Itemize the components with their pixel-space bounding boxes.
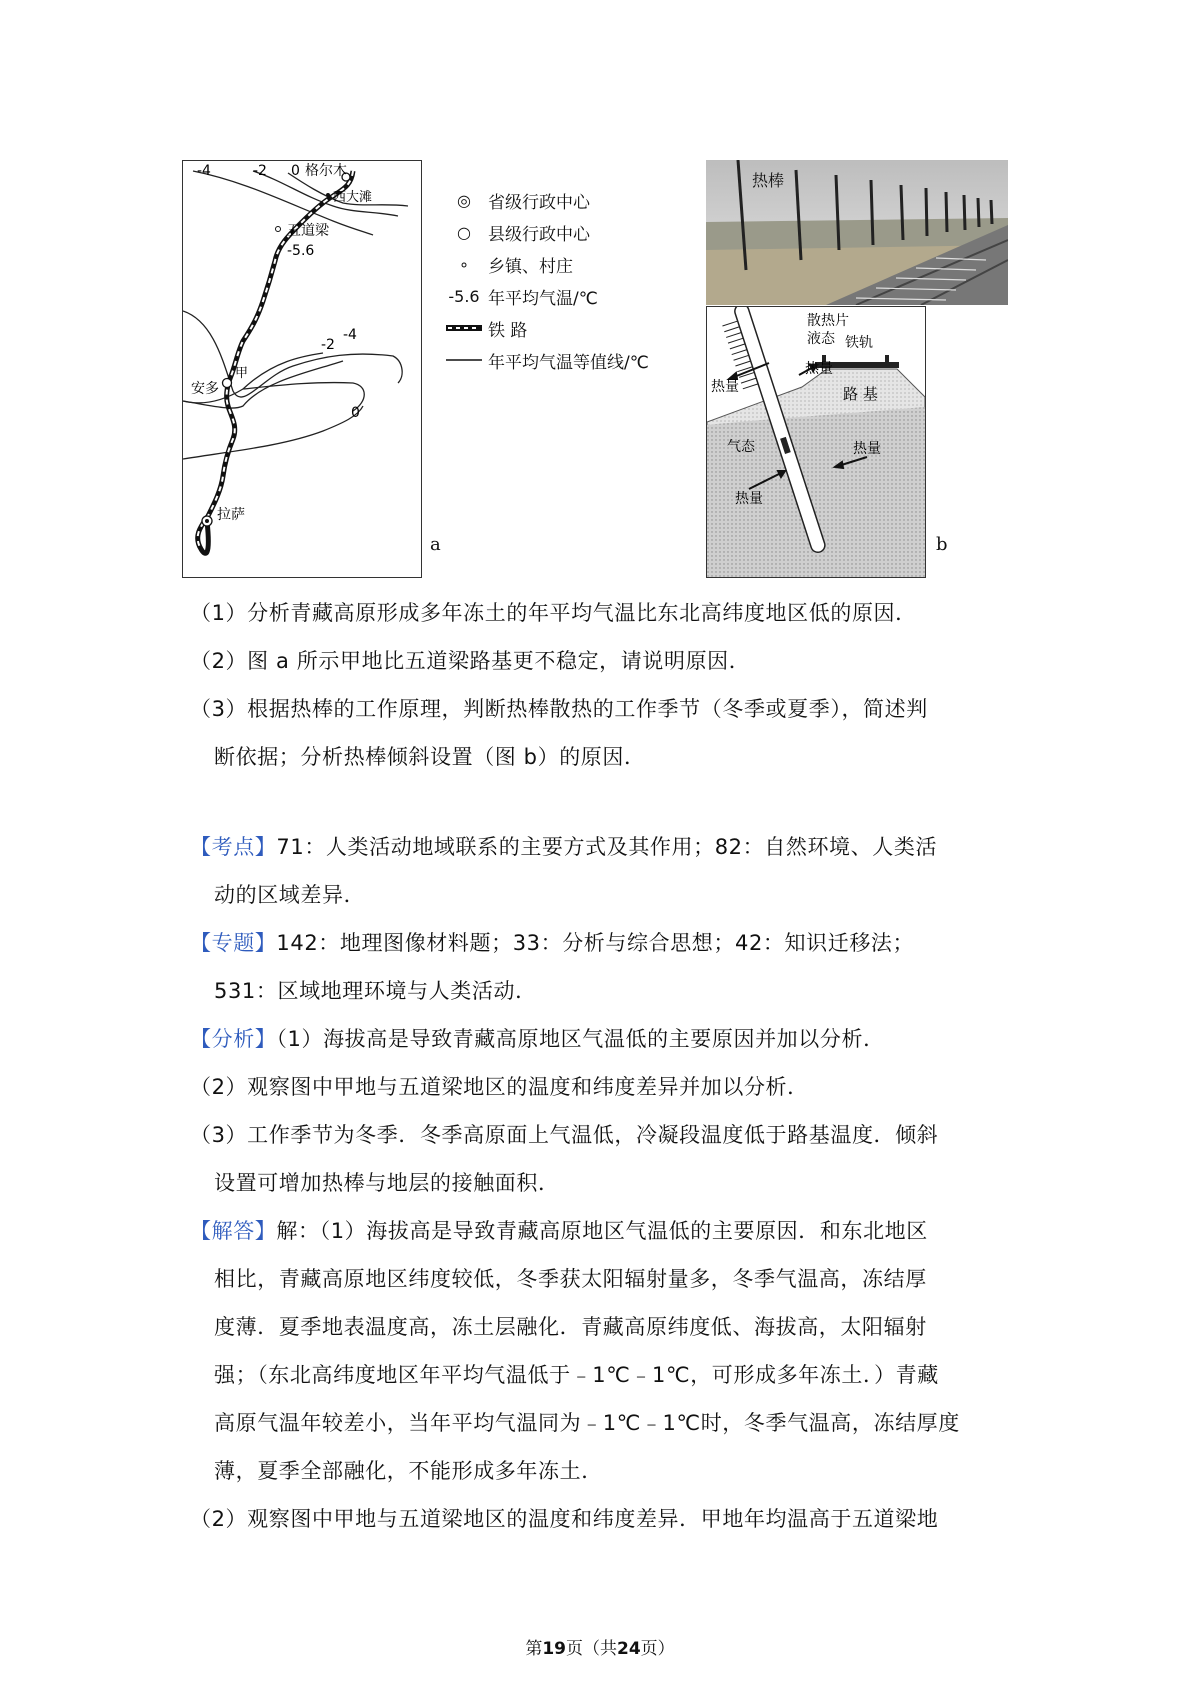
heat-rod-photo bbox=[706, 160, 1008, 305]
page-number: 19 bbox=[542, 1639, 566, 1659]
kaodian-text: 71：人类活动地域联系的主要方式及其作用；82：自然环境、人类活 bbox=[276, 835, 938, 859]
zhuanti-line1 bbox=[190, 928, 914, 958]
jia-marker bbox=[223, 379, 232, 388]
iso-label-0-top: 0 bbox=[291, 163, 300, 179]
liquid-label: 液态 bbox=[807, 331, 835, 347]
temperature-sample: -5.6 bbox=[448, 286, 480, 306]
railway-icon bbox=[440, 323, 488, 333]
legend-row-town bbox=[440, 252, 573, 276]
jieda-text: 解：（1）海拔高是导致青藏高原地区气温低的主要原因．和东北地区 bbox=[276, 1219, 928, 1243]
legend-row-isotherm bbox=[440, 348, 649, 372]
heat-rod-label: 热棒 bbox=[752, 171, 785, 190]
figure-b-tag: b bbox=[936, 534, 948, 555]
province-center-icon: ◎ bbox=[457, 190, 471, 210]
iso-label-m4-top: -4 bbox=[197, 163, 211, 179]
heat-right-label: 热量 bbox=[853, 441, 881, 457]
anduo-label: 安多 bbox=[191, 381, 219, 397]
fenxi-tag: 【分析】 bbox=[190, 1027, 277, 1051]
town-icon: ∘ bbox=[458, 254, 469, 274]
iso-label-m4-mid: -4 bbox=[343, 327, 357, 343]
legend-label: 省级行政中心 bbox=[488, 192, 590, 213]
question-3-line1: （3）根据热棒的工作原理，判断热棒散热的工作季节（冬季或夏季），简述判 bbox=[190, 697, 928, 721]
footer-prefix: 第 bbox=[525, 1639, 543, 1659]
jieda-tag: 【解答】 bbox=[190, 1219, 277, 1243]
xidatan-label: 西大滩 bbox=[333, 190, 373, 205]
iso-label-m2-mid: -2 bbox=[321, 337, 335, 353]
jieda-line3: 度薄．夏季地表温度高，冻土层融化．青藏高原纬度低、海拔高，太阳辐射 bbox=[214, 1315, 927, 1339]
iso-label-m2-top: -2 bbox=[253, 163, 267, 179]
iso-label-0-low: 0 bbox=[351, 405, 360, 421]
kaodian-line1 bbox=[190, 832, 937, 862]
zhuanti-tag: 【专题】 bbox=[190, 931, 277, 955]
rail-label: 铁轨 bbox=[845, 335, 873, 351]
fenxi-line1 bbox=[190, 1024, 885, 1054]
legend-label: 县级行政中心 bbox=[488, 224, 590, 245]
map-figure-a bbox=[182, 160, 422, 578]
legend-label: 年平均气温/℃ bbox=[488, 288, 598, 309]
jieda-line6: 薄，夏季全部融化，不能形成多年冻土． bbox=[214, 1459, 603, 1483]
page-footer bbox=[0, 1634, 1200, 1659]
isotherm-bottom-0 bbox=[183, 406, 363, 459]
question-2: （2）图 a 所示甲地比五道梁路基更不稳定，请说明原因． bbox=[190, 649, 751, 673]
roadbed-label: 路 基 bbox=[843, 385, 878, 403]
question-1: （1）分析青藏高原形成多年冻土的年平均气温比东北高纬度地区低的原因． bbox=[190, 601, 917, 625]
footer-mid: 页（共 bbox=[566, 1639, 617, 1659]
question-3-line2: 断依据；分析热棒倾斜设置（图 b）的原因． bbox=[214, 745, 646, 769]
footer-suffix: 页） bbox=[640, 1639, 675, 1659]
figure-a-tag: a bbox=[430, 534, 441, 555]
map-legend bbox=[440, 188, 700, 388]
wudaoliang-marker bbox=[276, 227, 281, 232]
kaodian-tag: 【考点】 bbox=[190, 835, 277, 859]
jieda-line1 bbox=[190, 1216, 928, 1246]
fenxi-text: （1）海拔高是导致青藏高原地区气温低的主要原因并加以分析． bbox=[276, 1027, 885, 1051]
legend-row-county bbox=[440, 220, 590, 244]
heat-rod-diagram-b bbox=[706, 306, 926, 578]
legend-label: 乡镇、村庄 bbox=[488, 256, 573, 277]
gas-label: 气态 bbox=[727, 439, 755, 455]
legend-label: 铁 路 bbox=[488, 320, 528, 341]
county-center-icon: ○ bbox=[457, 222, 471, 242]
lhasa-label: 拉萨 bbox=[217, 507, 245, 523]
jieda-line2: 相比，青藏高原地区纬度较低，冬季获太阳辐射量多，冬季气温高，冻结厚 bbox=[214, 1267, 927, 1291]
fenxi-line4: 设置可增加热棒与地层的接触面积． bbox=[214, 1171, 560, 1195]
zhuanti-text: 142：地理图像材料题；33：分析与综合思想；42：知识迁移法； bbox=[276, 931, 915, 955]
fin-label: 散热片 bbox=[807, 313, 849, 329]
jieda-line4: 强；（东北高纬度地区年平均气温低于﹣1℃﹣1℃，可形成多年冻土．）青藏 bbox=[214, 1363, 939, 1387]
heat-left-label: 热量 bbox=[711, 379, 739, 395]
map-svg bbox=[183, 161, 421, 577]
legend-row-railway bbox=[440, 316, 527, 340]
wudaoliang-temp-label: -5.6 bbox=[287, 243, 315, 259]
fenxi-line2: （2）观察图中甲地与五道梁地区的温度和纬度差异并加以分析． bbox=[190, 1075, 809, 1099]
legend-row-temp bbox=[440, 284, 598, 308]
isotherm-line-icon bbox=[440, 355, 488, 365]
legend-row-province bbox=[440, 188, 590, 212]
heat-up-label: 热量 bbox=[805, 361, 833, 377]
heat-low-label: 热量 bbox=[735, 491, 763, 507]
fenxi-line3: （3）工作季节为冬季．冬季高原面上气温低，冷凝段温度低于路基温度．倾斜 bbox=[190, 1123, 939, 1147]
golmud-label: 格尔木 bbox=[305, 163, 347, 179]
kaodian-line2: 动的区域差异． bbox=[214, 883, 366, 907]
jieda-line7: （2）观察图中甲地与五道梁地区的温度和纬度差异．甲地年均温高于五道梁地 bbox=[190, 1507, 939, 1531]
zhuanti-line2: 531：区域地理环境与人类活动． bbox=[214, 979, 537, 1003]
wudaoliang-label: 五道梁 bbox=[287, 223, 329, 239]
legend-label: 年平均气温等值线/℃ bbox=[488, 352, 649, 373]
page-total: 24 bbox=[617, 1639, 641, 1659]
jia-label: 甲 bbox=[235, 366, 249, 381]
xidatan-marker bbox=[326, 193, 330, 197]
jieda-line5: 高原气温年较差小，当年平均气温同为﹣1℃﹣1℃时，冬季气温高，冻结厚度 bbox=[214, 1411, 960, 1435]
